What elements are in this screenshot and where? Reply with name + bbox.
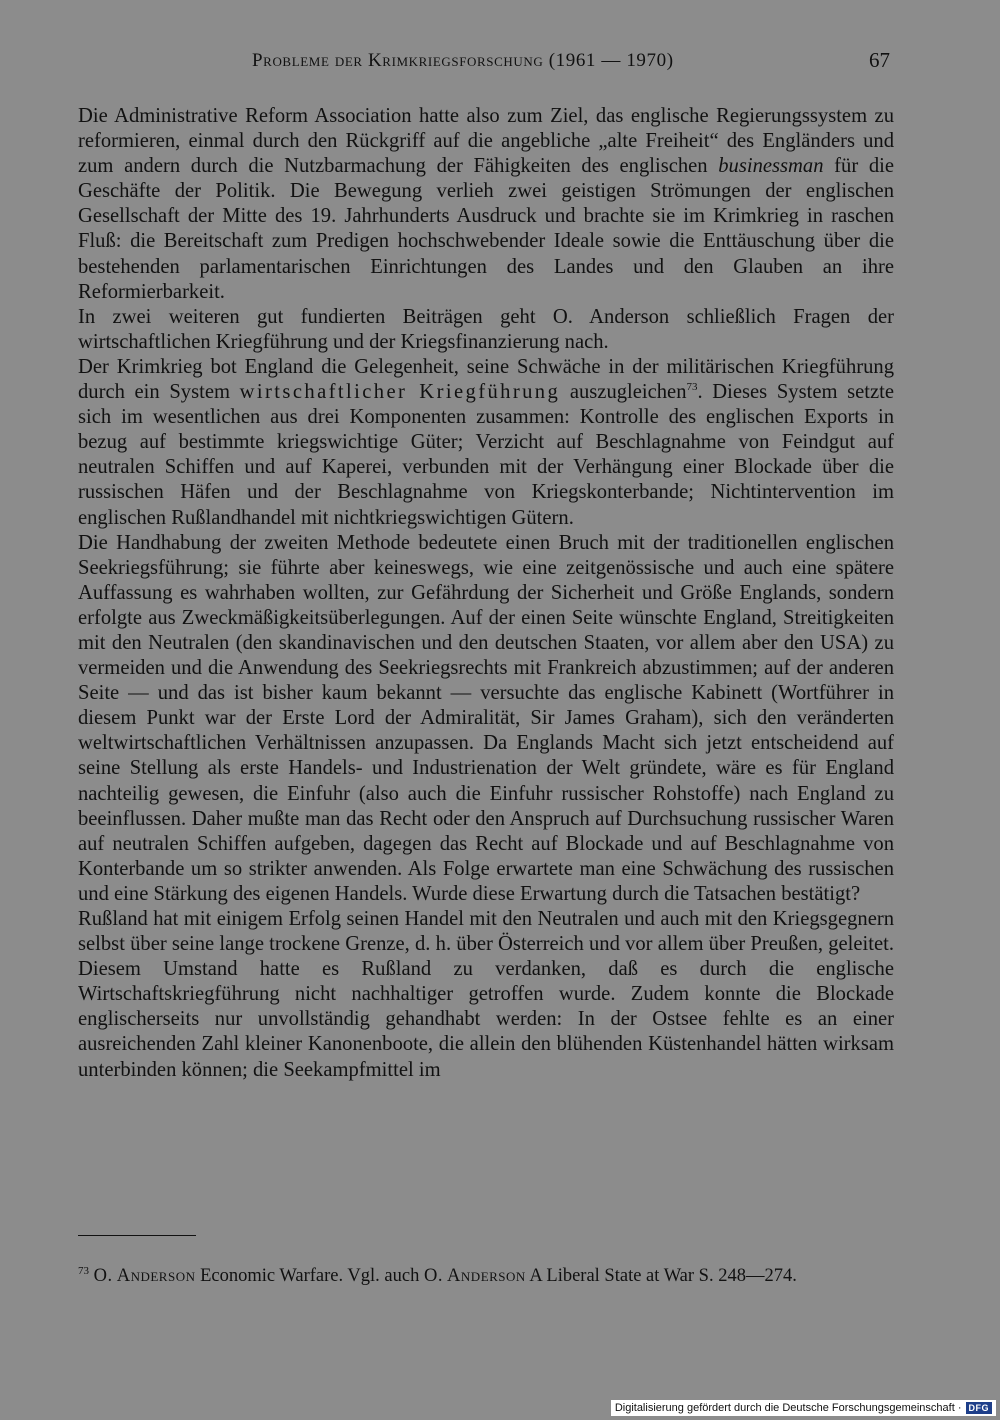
page-number: 67 (869, 48, 890, 72)
footnote-title-2: A Liberal State at War S. 248—274. (525, 1266, 797, 1286)
paragraph-1-text: Die Administrative Reform Association hatte also zum Ziel, das englische Regierungssystem zu reformieren, einmal durch den Rückgriff auf die angebliche „alte Freiheit“ des Engländers und zum andern durch die Nutzbarmachung der Fähigkeiten des englischen (78, 105, 894, 178)
digitization-credit (611, 1400, 996, 1416)
paragraph-3 (78, 355, 894, 531)
running-header (78, 44, 890, 78)
paragraph-2: In zwei weiteren gut fundierten Beiträgen geht O. Anderson schließlich Fragen der wirtschaftlichen Kriegführung und der Kriegsfinanzierung nach. (78, 305, 894, 353)
paragraph-1 (78, 104, 894, 305)
footnote-title-1: Economic Warfare. Vgl. auch (195, 1266, 424, 1286)
spaced-term: wirtschaftlicher Kriegführung (239, 381, 561, 404)
italic-term: businessman (718, 155, 824, 178)
footnote-marker: 73 (78, 1264, 89, 1277)
paragraph-3-rest: . Dieses System setzte sich im wesentlichen aus drei Komponenten zusammen: Kontrolle des englischen Exports in bezug auf bestimmte kriegswichtige Güter; Verzicht auf Beschlagnahme von Feindgut auf neutralen Schiffen und auf Kaperei, verbunden mit der Verhängung einer Blockade über die russischen Häfen und der Beschlagnahme von Kriegskonterbande; Nichtintervention im englischen Rußlandhandel mit nichtkriegswichtigen Gütern. (78, 381, 895, 529)
body-text (78, 104, 894, 1083)
dfg-logo-icon: DFG (966, 1402, 993, 1414)
running-title: Probleme der Krimkriegsforschung (1961 — 1970) (252, 50, 674, 71)
paragraph-3-start: Der Krimkrieg bot England die Gelegenheit, seine Schwäche in der militärischen Kriegführung durch ein System (78, 355, 894, 404)
footnote-author-2: O. Anderson (423, 1266, 526, 1286)
footnote-reference: 73 (686, 381, 698, 394)
paragraph-5: Rußland hat mit einigem Erfolg seinen Handel mit den Neutralen und auch mit den Kriegsgegnern selbst über seine lange trockene Grenze, d. h. über Österreich und vor allem über Preußen, geleitet. Diesem Umstand hatte es Rußland zu verdanken, daß es durch die englische Wirtschaftskriegführung nicht nachhaltiger getroffen wurde. Zudem konnte die Blockade englischerseits nur unvollständig gehandhabt werden: In der Ostsee fehlte es an einer ausreichenden Zahl kleiner Kanonenboote, die allein den blühenden Küstenhandel hätten wirksam unterbinden können; die Seekampfmittel im (78, 908, 894, 1081)
footnote-divider (78, 1235, 196, 1236)
paragraph-4: Die Handhabung der zweiten Methode bedeutete einen Bruch mit der traditionellen englischen Seekriegsführung; sie führte aber keineswegs, wie eine zeitgenössische und auch eine spätere Auffassung es wahrhaben wollten, zur Gefährdung der Sicherheit und Größe Englands, sondern erfolgte aus Zweckmäßigkeitsüberlegungen. Auf der einen Seite wünschte England, Streitigkeiten mit den Neutralen (den skandinavischen und den deutschen Staaten, vor allem aber den USA) zu vermeiden und die Anwendung des Seekriegsrechts mit Frankreich abzustimmen; auf der anderen Seite — und das ist bisher kaum bekannt — versuchte das englische Kabinett (Wortführer in diesem Punkt war der Erste Lord der Admiralität, Sir James Graham), sich den veränderten weltwirtschaftlichen Verhältnissen anzupassen. Da Englands Macht sich jetzt entscheidend auf seine Stellung als erste Handels- und Industrienation der Welt gründete, wäre es für England nachteilig gewesen, die Einfuhr (also auch die Einfuhr russischer Rohstoffe) nach England zu beeinflussen. Daher mußte man das Recht oder den Anspruch auf Durchsuchung russischer Waren auf neutralen Schiffen aufgeben, dagegen das Recht auf Blockade und auf Beschlagnahme von Konterbande um so strikter anwenden. Als Folge erwartete man eine Schwächung des russischen und eine Stärkung des eigenen Handels. Wurde diese Erwartung durch die Tatsachen bestätigt? (78, 531, 894, 905)
footnote (78, 1265, 894, 1287)
paragraph-1-rest: für die Geschäfte der Politik. Die Bewegung verlieh zwei geistigen Strömungen der englischen Gesellschaft der Mitte des 19. Jahrhunderts Ausdruck und brachte sie im Krimkrieg in raschen Fluß: die Bereitschaft zum Predigen hochschwebender Ideale sowie die Enttäuschung über die bestehenden parlamentarischen Einrichtungen des Landes und den Glauben an ihre Reformierbarkeit. (78, 155, 894, 303)
paragraph-3-mid: auszugleichen (560, 381, 687, 404)
footnote-author-1: O. Anderson (93, 1266, 196, 1286)
credit-text: Digitalisierung gefördert durch die Deutsche Forschungsgemeinschaft · (614, 1402, 962, 1414)
